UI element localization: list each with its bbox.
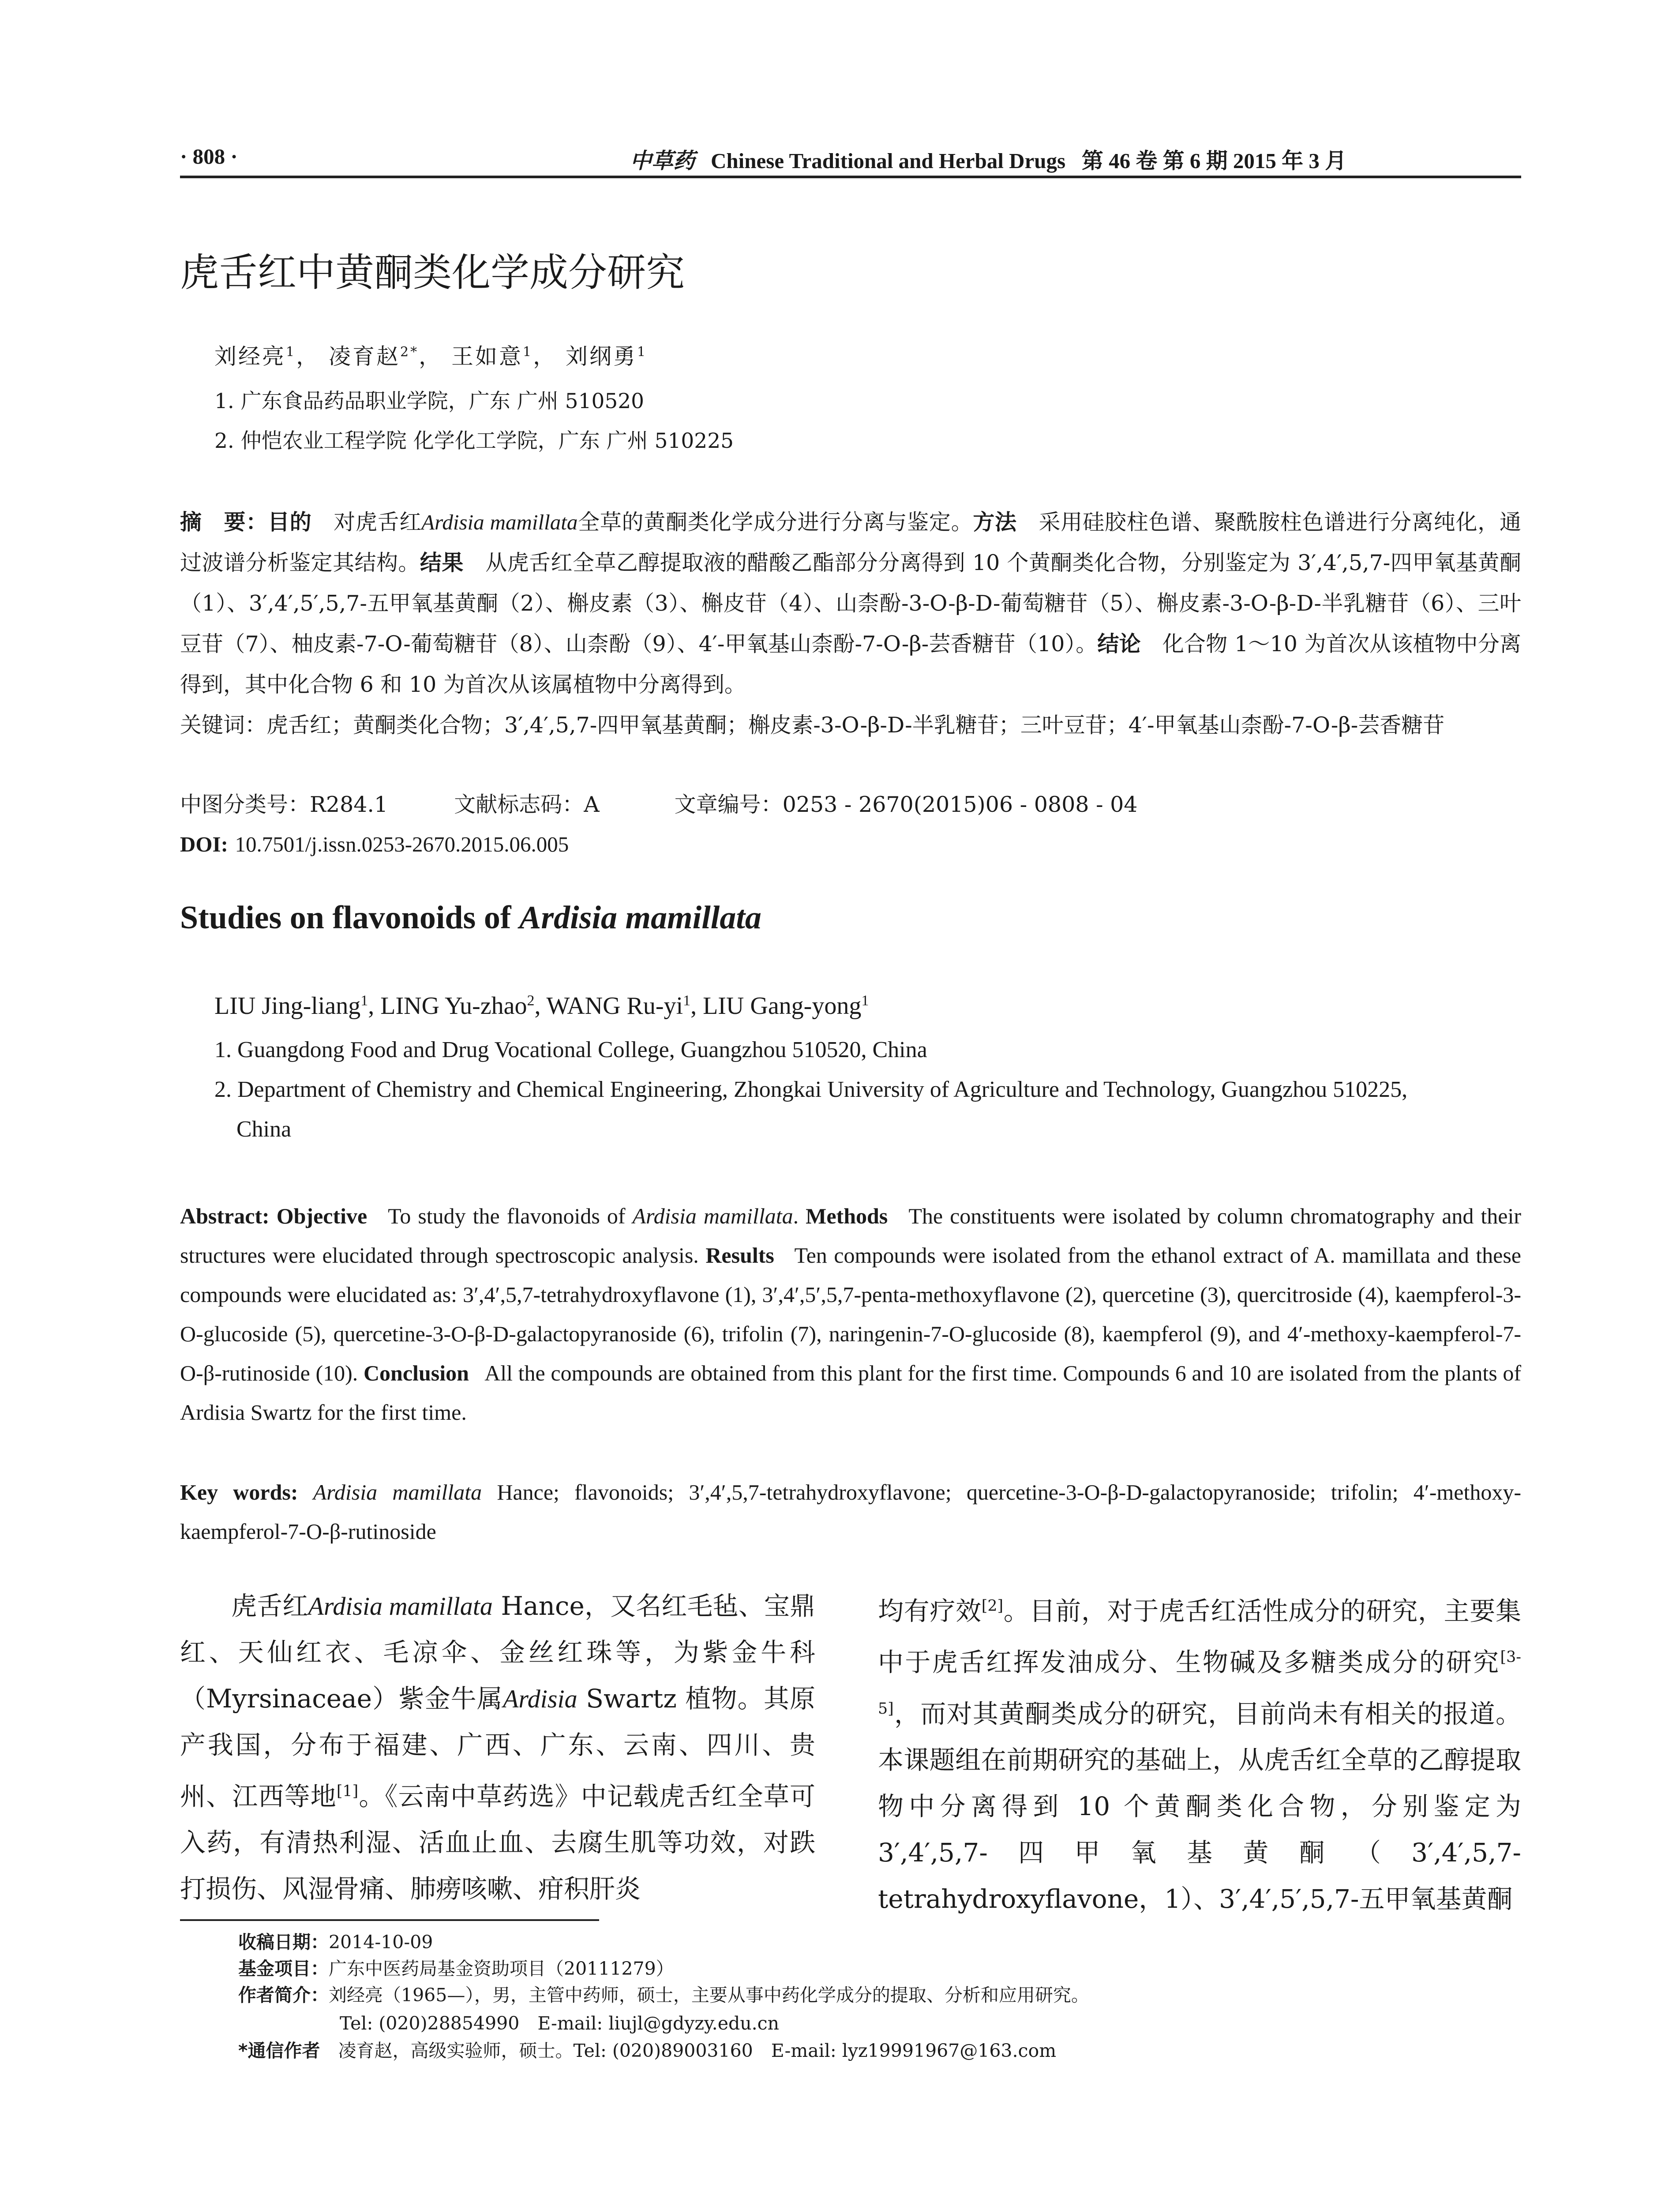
author-en: LING Yu-zhao — [380, 992, 527, 1020]
journal-issue: 第 46 卷 第 6 期 2015 年 3 月 — [1081, 149, 1347, 173]
footnote-author-contact: Tel: (020)28854990 E-mail: liujl@gdyzy.edu.cn — [340, 2013, 780, 2034]
classification-line: 中图分类号：R284.1 文献标志码：A 文章编号：0253 - 2670(2015)06 - 0808 - 04 — [180, 792, 1138, 817]
abstract-cn: 摘 要：目的 对虎舌红Ardisia mamillata全草的黄酮类化学成分进行分离与鉴定。方法 采用硅胶柱色谱、聚酰胺柱色谱进行分离纯化，通过波谱分析鉴定其结构。结果 从虎舌红全草乙醇提取液的醋酸乙酯部分分离得到 10 个黄酮类化合物，分别鉴定为 3′,4′,5,7-四甲氧基黄酮（1）、3′,4′,5′,5,7-五甲氧基黄酮（2）、槲皮素（3）、槲皮苷（4）、山柰酚-3-O-β-D-葡萄糖苷（5）、槲皮素-3-O-β-D-半乳糖苷（6）、三叶豆苷（7）、柚皮素-7-O-葡萄糖苷（8）、山柰酚（9）、4′-甲氧基山柰酚-7-O-β-芸香糖苷（10）。结论 化合物 1～10 为首次从该植物中分离得到，其中化合物 6 和 10 为首次从该属植物中分离得到。 — [180, 510, 1521, 697]
body-column-right: 均有疗效[2]。目前，对于虎舌红活性成分的研究，主要集中于虎舌红挥发油成分、生物碱及多糖类成分的研究[3-5]，而对其黄酮类成分的研究，目前尚未有相关的报道。本课题组在前期研究的基础上，从虎舌红全草的乙醇提取物中分离得到 10 个黄酮类化合物，分别鉴定为 3′,4′,5,7-四甲氧基黄酮（3′,4′,5,7-tetrahydroxyflavone，1）、3′,4′,5′,5,7-五甲氧基黄酮 — [878, 1596, 1521, 1914]
clc-number: R284.1 — [310, 792, 388, 817]
doi-line: DOI: 10.7501/j.issn.0253-2670.2015.06.005 — [180, 832, 569, 856]
footnote-rule — [180, 1919, 599, 1921]
author-en: WANG Ru-yi — [546, 992, 683, 1020]
journal-name-cn: 中草药 — [630, 148, 695, 173]
citation-ref[interactable]: [1] — [336, 1782, 359, 1800]
article-number: 0253 - 2670(2015)06 - 0808 - 04 — [782, 792, 1138, 817]
header-rule — [180, 176, 1521, 178]
author-en: LIU Jing-liang — [214, 992, 361, 1020]
footnote-author: 作者简介：刘经亮（1965—），男，主管中药师，硕士，主要从事中药化学成分的提取、分析和应用研究。 — [238, 1985, 1089, 2006]
article-title-cn: 虎舌红中黄酮类化学成分研究 — [180, 250, 685, 295]
author-list-cn: 刘经亮$^1$， 凌育赵$^{2*}$， 王如意$^1$， 刘纲勇$^1$ — [214, 344, 648, 369]
running-header — [180, 140, 1521, 176]
journal-name — [630, 144, 1346, 175]
document-code: A — [584, 792, 600, 817]
author-list-en: LIU Jing-liang$^1$, LING Yu-zhao$^2$, WANG $Ru-yi^1$, LIU Gang-yong$^1$ — [214, 992, 869, 1020]
journal-name-en: Chinese Traditional and Herbal Drugs — [711, 149, 1066, 173]
abstract-en: Abstract: Objective To study the flavonoids of Ardisia mamillata. Methods The constituents were isolated by column chromatography and their structures were elucidated through spectroscopic analysis. Results Ten compounds were isolated from the ethanol extract of A. mamillata and these compounds were elucidated as: 3′,4′,5,7-tetrahydroxyflavone (1), 3′,4′,5′,5,7-penta-methoxyflavone (2), quercetine (3), quercitroside (4), kaempferol-3-O-glucoside (5), quercetine-3-O-β-D-galactopyranoside (6), trifolin (7), naringenin-7-O-glucoside (8), kaempferol (9), and 4′-methoxy-kaempferol-7-O-β-rutinoside (10). Conclusion All the compounds are obtained from this plant for the first time. Compounds 6 and 10 are isolated from the plants of Ardisia Swartz for the first time. — [180, 1204, 1522, 1425]
doi-value: 10.7501/j.issn.0253-2670.2015.06.005 — [235, 832, 569, 856]
author-en: LIU Gang-yong — [703, 992, 862, 1020]
author-cn: 刘纲勇 — [566, 344, 637, 369]
citation-ref[interactable]: [3-5] — [878, 1648, 1521, 1718]
affiliation-cn-1: 1. 广东食品药品职业学院，广东 广州 510520 — [214, 389, 645, 413]
body-column-left: 虎舌红Ardisia mamillata Hance，又名红毛毡、宝鼎红、天仙红衣、毛凉伞、金丝红珠等，为紫金牛科（Myrsinaceae）紫金牛属Ardisia Swartz 植物。其原产我国，分布于福建、广西、广东、云南、四川、贵州、江西等地[1]。《云南中草药选》中记载虎舌红全草可入药，有清热利湿、活血止血、去腐生肌等功效，对跌打损伤、风湿骨痛、肺痨咳嗽、疳积肝炎 — [180, 1591, 815, 1904]
keywords-cn: 关键词：虎舌红；黄酮类化合物；3′,4′,5,7-四甲氧基黄酮；槲皮素-3-O-β-D-半乳糖苷；三叶豆苷；4′-甲氧基山柰酚-7-O-β-芸香糖苷 — [180, 713, 1445, 738]
author-cn: 王如意 — [451, 344, 523, 369]
keywords-en: Key words: Ardisia mamillata Hance; flavonoids; 3′,4′,5,7-tetrahydroxyflavone; quercetine-3-O-β-D-galactopyranoside; trifolin; 4′-methoxy-kaempferol-7-O-β-rutinoside — [180, 1480, 1521, 1544]
page-number: · 808 · — [180, 144, 238, 169]
affiliation-en-2-cont: China — [236, 1117, 292, 1142]
affiliation-en-2: 2. Department of Chemistry and Chemical Engineering, Zhongkai University of Agriculture and Technology, Guangzhou 510225, — [214, 1077, 1408, 1102]
author-cn: 刘经亮 — [214, 344, 286, 369]
footnote-received: 收稿日期：2014-10-09 — [238, 1932, 433, 1953]
affiliation-en-1: 1. Guangdong Food and Drug Vocational College, Guangzhou 510520, China — [214, 1037, 927, 1062]
footnote-fund: 基金项目：广东中医药局基金资助项目（20111279） — [238, 1958, 674, 1979]
article-title-en: Studies on flavonoids of Ardisia mamillata — [180, 900, 761, 936]
citation-ref[interactable]: [2] — [981, 1597, 1004, 1615]
author-cn: 凌育赵 — [329, 344, 400, 369]
footnote-corresponding: *通信作者 凌育赵，高级实验师，硕士。Tel: (020)89003160 E-mail: lyz19991967@163.com — [238, 2040, 1057, 2061]
affiliation-cn-2: 2. 仲恺农业工程学院 化学化工学院，广东 广州 510225 — [214, 429, 734, 453]
